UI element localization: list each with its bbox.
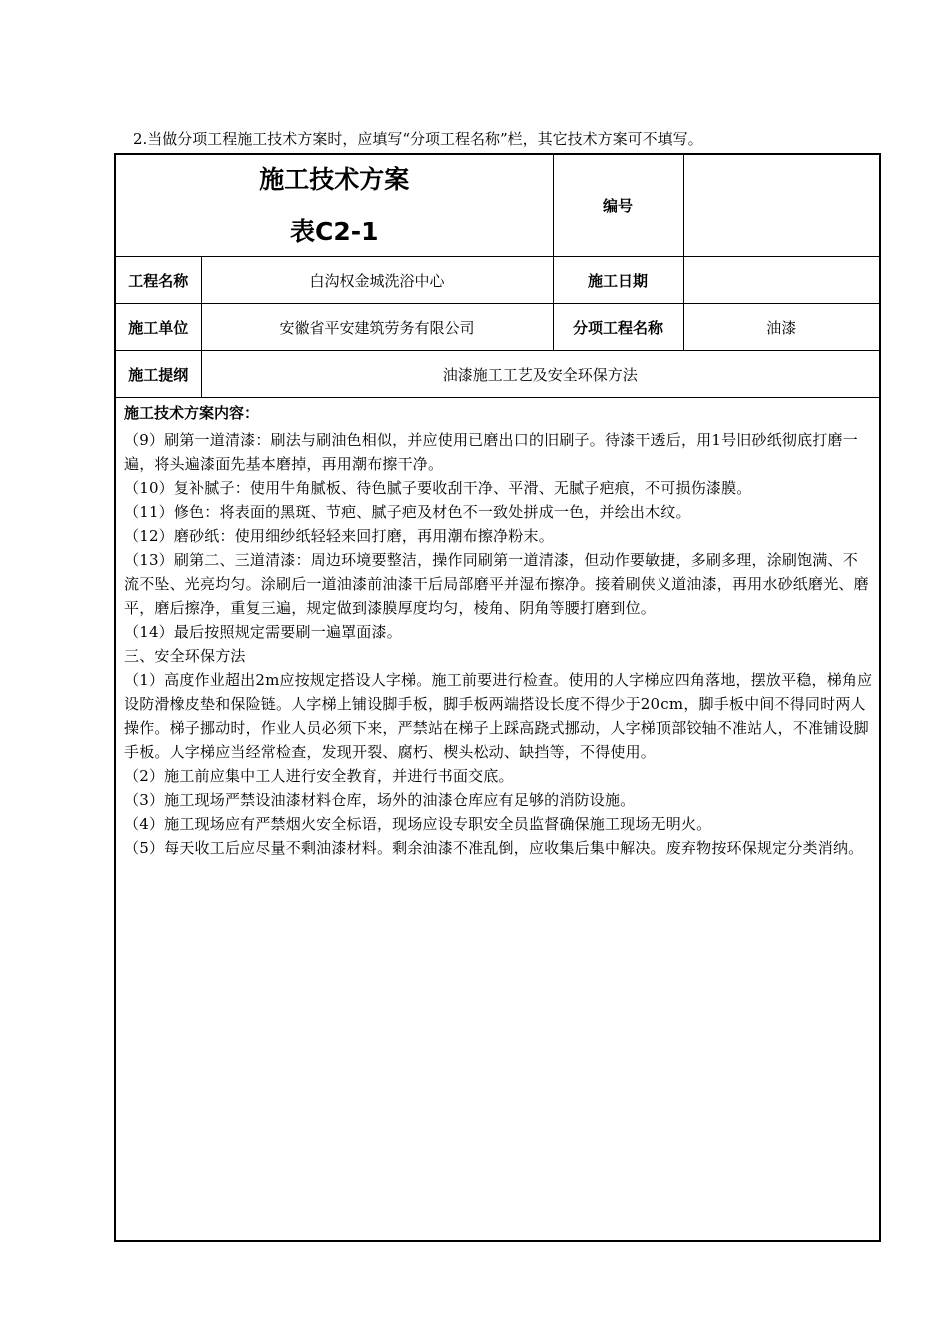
- unit-value: 安徽省平安建筑劳务有限公司: [201, 304, 553, 351]
- date-value: [683, 257, 880, 304]
- content-section: [115, 398, 880, 1242]
- content-paragraph: （9）刷第一道清漆：刷法与刷油色相似，并应使用已磨出口的旧刷子。待漆干透后，用1号旧砂纸彻底打磨一遍，将头遍漆面先基本磨掉，再用潮布擦干净。: [124, 431, 858, 473]
- content-paragraph: （2）施工前应集中工人进行安全教育，并进行书面交底。: [124, 767, 514, 785]
- content-paragraph: （13）刷第二、三道清漆：周边环境要整洁，操作同刷第一道清漆，但动作要敏捷，多刷多理，涂刷饱满、不流不坠、光亮均匀。涂刷后一道油漆前油漆干后局部磨平并湿布擦净。接着刷侠义道油漆，再用水砂纸磨光、磨平，磨后擦净，重复三遍，规定做到漆膜厚度均匀，棱角、阴角等腰打磨到位。: [124, 551, 869, 617]
- form-title-line1: 施工技术方案: [259, 164, 410, 194]
- outline-label: 施工提纲: [115, 351, 201, 398]
- unit-label: 施工单位: [115, 304, 201, 351]
- number-value: [683, 154, 880, 257]
- content-paragraph: （10）复补腻子：使用牛角腻板、待色腻子要收刮干净、平滑、无腻子疤痕，不可损伤漆膜。: [124, 479, 752, 497]
- form-title: [115, 154, 553, 257]
- number-label: 编号: [553, 154, 683, 257]
- project-name-label: 工程名称: [115, 257, 201, 304]
- instruction-note: 2.当做分项工程施工技术方案时，应填写“分项工程名称”栏，其它技术方案可不填写。: [133, 130, 703, 148]
- content-paragraph: （4）施工现场应有严禁烟火安全标语，现场应设专职安全员监督确保施工现场无明火。: [124, 815, 712, 833]
- content-paragraph: （1）高度作业超出2m应按规定搭设人字梯。施工前要进行检查。使用的人字梯应四角落地，摆放平稳，梯角应设防滑橡皮垫和保险链。人字梯上铺设脚手板，脚手板两端搭设长度不得少于20cm，脚手板中间不得同时两人操作。梯子挪动时，作业人员必须下来，严禁站在梯子上踩高跷式挪动，人字梯顶部铰轴不准站人，不准铺设脚手板。人字梯应当经常检查，发现开裂、腐朽、楔头松动、缺挡等，不得使用。: [124, 671, 873, 761]
- construction-plan-form: [114, 153, 881, 1242]
- content-label: 施工技术方案内容：: [124, 404, 260, 422]
- project-name-value: 白沟权金城洗浴中心: [201, 257, 553, 304]
- section-heading: 三、安全环保方法: [124, 647, 246, 665]
- content-paragraph: （11）修色：将表面的黑斑、节疤、腻子疤及材色不一致处拼成一色，并绘出木纹。: [124, 503, 691, 521]
- content-paragraph: （5）每天收工后应尽量不剩油漆材料。剩余油漆不准乱倒，应收集后集中解决。废弃物按环保规定分类消纳。: [124, 839, 864, 857]
- content-paragraph: （12）磨砂纸：使用细纱纸轻轻来回打磨，再用潮布擦净粉末。: [124, 527, 554, 545]
- subitem-label: 分项工程名称: [553, 304, 683, 351]
- subitem-value: 油漆: [683, 304, 880, 351]
- date-label: 施工日期: [553, 257, 683, 304]
- content-paragraph: （3）施工现场严禁设油漆材料仓库，场外的油漆仓库应有足够的消防设施。: [124, 791, 636, 809]
- content-paragraph: （14）最后按照规定需要刷一遍罩面漆。: [124, 623, 402, 641]
- outline-value: 油漆施工工艺及安全环保方法: [201, 351, 880, 398]
- form-title-line2: 表C2-1: [290, 216, 379, 246]
